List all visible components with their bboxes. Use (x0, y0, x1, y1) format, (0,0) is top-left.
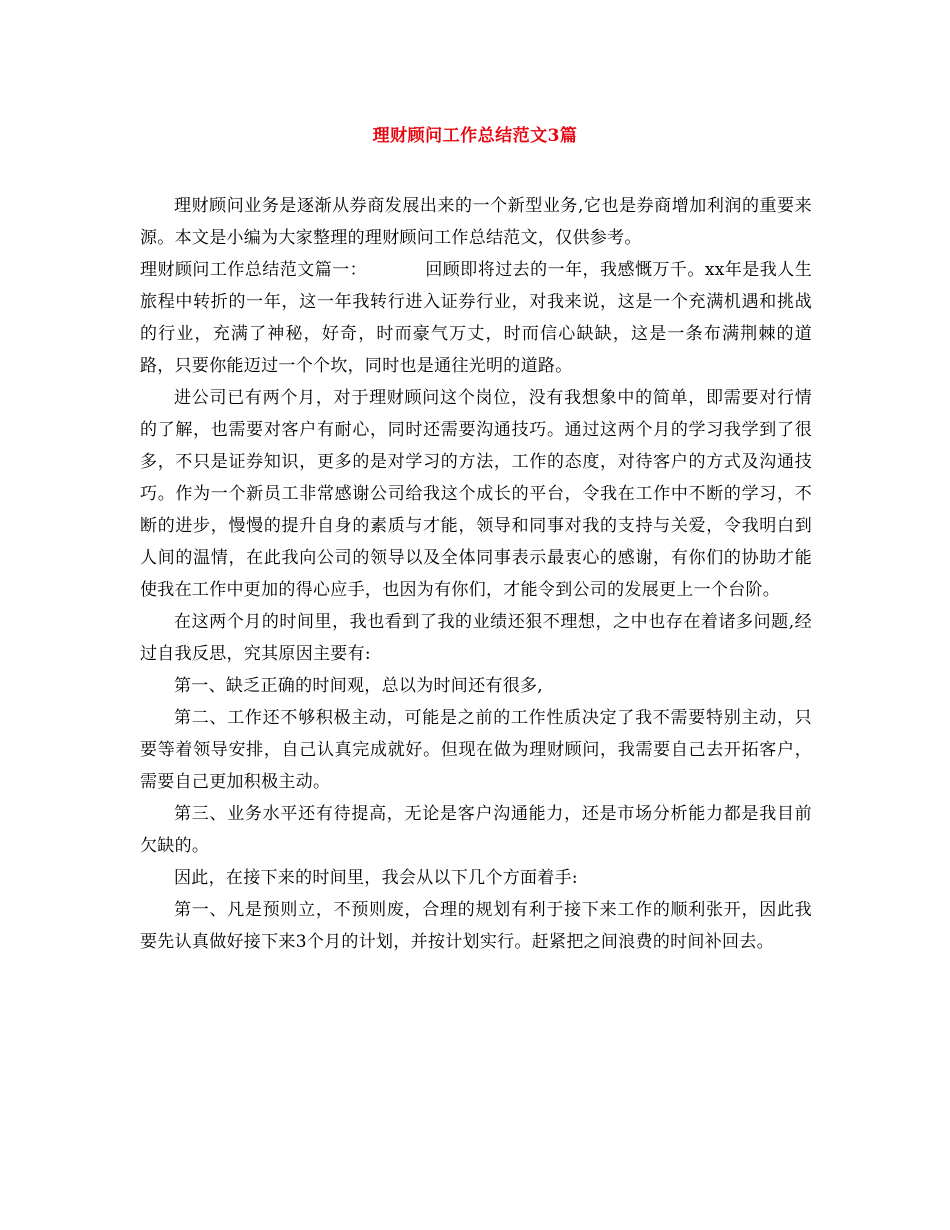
section-first-text: 回顾即将过去的一年，我感慨万千。xx年是我人生旅程中转折的一年，这一年我转行进入证券行业，对我来说，这是一个充满机遇和挑战的行业，充满了神秘，好奇，时而豪气万丈，时而信心缺缺，这是一条布满荆棘的道路，只要你能迈过一个个坎，同时也是通往光明的道路。 (140, 260, 812, 376)
body-paragraph: 进公司已有两个月，对于理财顾问这个岗位，没有我想象中的简单，即需要对行情的了解，也需要对客户有耐心，同时还需要沟通技巧。通过这两个月的学习我学到了很多，不只是证券知识，更多的是对学习的方法，工作的态度，对待客户的方式及沟通技巧。作为一个新员工非常感谢公司给我这个成长的平台，令我在工作中不断的学习，不断的进步，慢慢的提升自身的素质与才能，领导和同事对我的支持与关爱，令我明白到人间的温情，在此我向公司的领导以及全体同事表示最衷心的感谢，有你们的协助才能使我在工作中更加的得心应手，也因为有你们，才能令到公司的发展更上一个台阶。 (140, 388, 812, 600)
body-paragraph: 第一、凡是预则立，不预则废，合理的规划有利于接下来工作的顺利张开，因此我要先认真做好接下来3个月的计划，并按计划实行。赶紧把之间浪费的时间补回去。 (140, 900, 812, 952)
section-heading: 理财顾问工作总结范文篇一： (140, 260, 368, 280)
body-paragraph: 第二、工作还不够积极主动，可能是之前的工作性质决定了我不需要特别主动，只要等着领导安排，自己认真完成就好。但现在做为理财顾问，我需要自己去开拓客户，需要自己更加积极主动。 (140, 708, 812, 792)
document-title: 理财顾问工作总结范文3篇 (372, 126, 578, 146)
body-paragraph: 在这两个月的时间里，我也看到了我的业绩还狠不理想，之中也存在着诸多问题,经过自我反思，究其原因主要有: (140, 612, 812, 664)
document-body (140, 190, 812, 958)
section-one-paragraph (140, 254, 812, 382)
intro-paragraph: 理财顾问业务是逐渐从券商发展出来的一个新型业务,它也是券商增加利润的重要来源。本文是小编为大家整理的理财顾问工作总结范文，仅供参考。 (140, 196, 812, 248)
body-paragraph: 第一、缺乏正确的时间观，总以为时间还有很多, (174, 676, 544, 696)
body-paragraph: 第三、业务水平还有待提高，无论是客户沟通能力，还是市场分析能力都是我目前欠缺的。 (140, 804, 812, 856)
body-paragraph: 因此，在接下来的时间里，我会从以下几个方面着手: (174, 868, 578, 888)
